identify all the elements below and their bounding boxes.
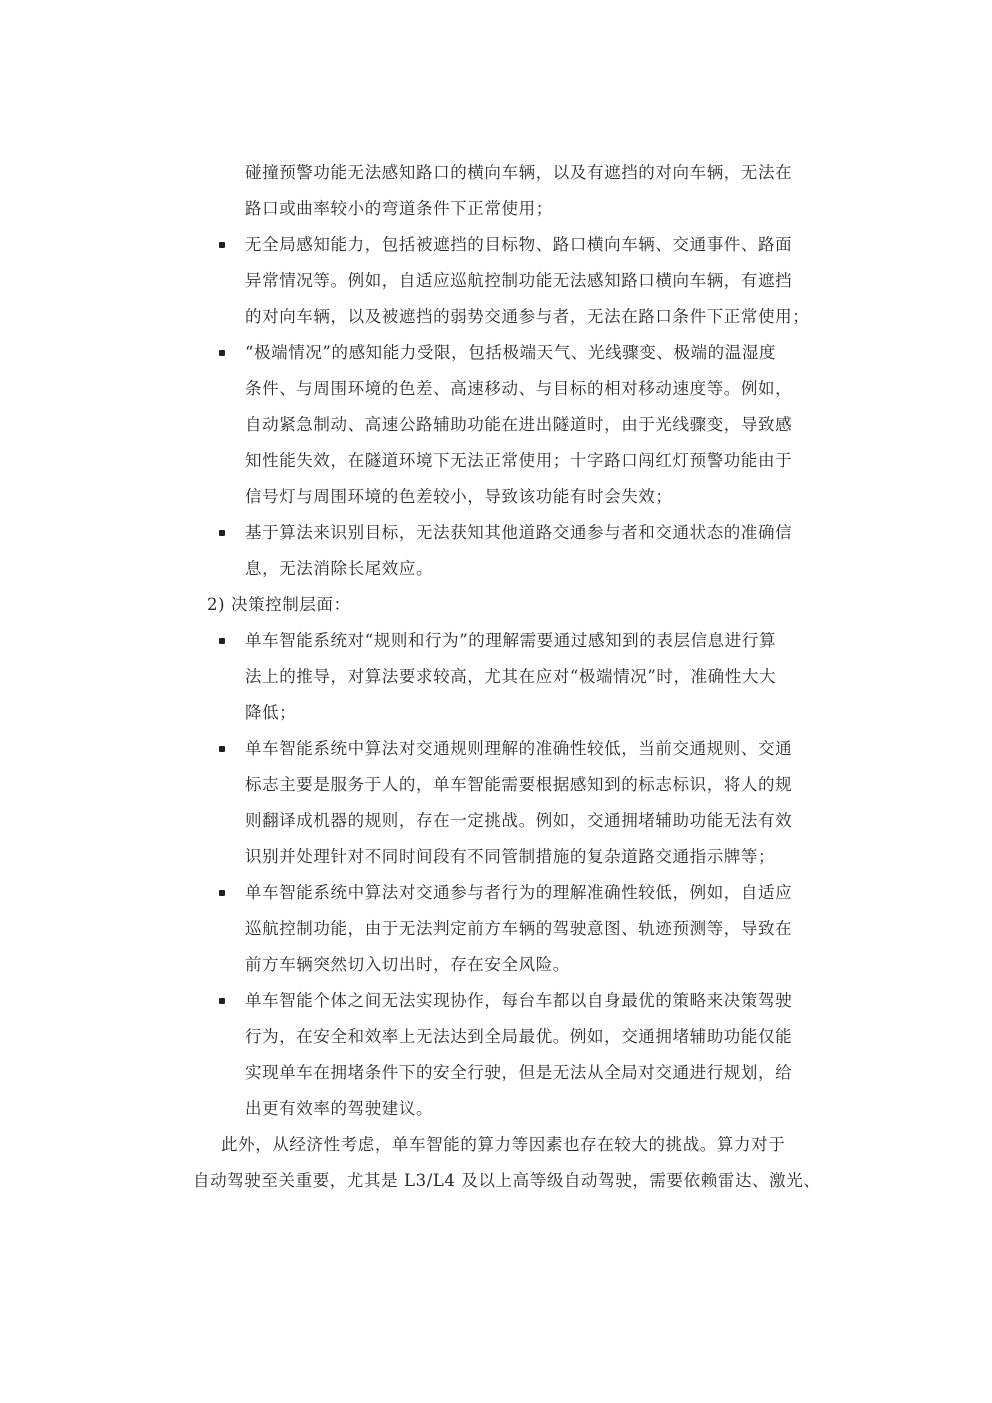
bullet-line: 前方车辆突然切入切出时，存在安全风险。 bbox=[245, 955, 570, 974]
bullet-line: 识别并处理针对不同时间段有不同管制措施的复杂道路交通指示牌等； bbox=[245, 847, 776, 866]
bullet-icon bbox=[219, 530, 225, 536]
bullet-line: 单车智能个体之间无法实现协作，每台车都以自身最优的策略来决策驾驶 bbox=[245, 991, 793, 1010]
continuation-line: 碰撞预警功能无法感知路口的横向车辆，以及有遮挡的对向车辆，无法在 bbox=[245, 163, 793, 182]
paragraph-line: 此外，从经济性考虑，单车智能的算力等因素也存在较大的挑战。算力对于 bbox=[221, 1135, 786, 1154]
bullet-line: 异常情况等。例如，自适应巡航控制功能无法感知路口横向车辆，有遮挡 bbox=[245, 271, 793, 290]
bullet-icon bbox=[219, 998, 225, 1004]
bullet-line: 标志主要是服务于人的，单车智能需要根据感知到的标志标识，将人的规 bbox=[245, 775, 793, 794]
paragraph-line: 自动驾驶至关重要，尤其是 L3/L4 及以上高等级自动驾驶，需要依赖雷达、激光、 bbox=[193, 1171, 821, 1190]
bullet-line: 条件、与周围环境的色差、高速移动、与目标的相对移动速度等。例如， bbox=[245, 379, 793, 398]
continuation-line: 路口或曲率较小的弯道条件下正常使用； bbox=[245, 199, 553, 218]
bullet-line: 单车智能系统中算法对交通参与者行为的理解准确性较低，例如，自适应 bbox=[245, 883, 793, 902]
bullet-line: 法上的推导，对算法要求较高，尤其在应对“极端情况”时，准确性大大 bbox=[245, 667, 777, 686]
bullet-line: 单车智能系统中算法对交通规则理解的准确性较低，当前交通规则、交通 bbox=[245, 739, 793, 758]
bullet-icon bbox=[219, 242, 225, 248]
bullet-icon bbox=[219, 746, 225, 752]
bullet-line: 的对向车辆，以及被遮挡的弱势交通参与者，无法在路口条件下正常使用； bbox=[245, 307, 810, 326]
bullet-line: 信号灯与周围环境的色差较小，导致该功能有时会失效； bbox=[245, 487, 673, 506]
bullet-line: 基于算法来识别目标，无法获知其他道路交通参与者和交通状态的准确信 bbox=[245, 523, 793, 542]
bullet-line: 息，无法消除长尾效应。 bbox=[245, 559, 434, 578]
bullet-line: 自动紧急制动、高速公路辅助功能在进出隧道时，由于光线骤变，导致感 bbox=[245, 415, 793, 434]
bullet-line: 实现单车在拥堵条件下的安全行驶，但是无法从全局对交通进行规划，给 bbox=[245, 1063, 793, 1082]
bullet-line: 出更有效率的驾驶建议。 bbox=[245, 1099, 434, 1118]
section-heading: 2) 决策控制层面： bbox=[207, 595, 351, 614]
bullet-icon bbox=[219, 638, 225, 644]
bullet-line: “极端情况”的感知能力受限，包括极端天气、光线骤变、极端的温湿度 bbox=[245, 343, 777, 362]
bullet-line: 降低； bbox=[245, 703, 297, 722]
bullet-line: 无全局感知能力，包括被遮挡的目标物、路口横向车辆、交通事件、路面 bbox=[245, 235, 793, 254]
bullet-line: 单车智能系统对“规则和行为”的理解需要通过感知到的表层信息进行算 bbox=[245, 631, 777, 650]
bullet-icon bbox=[219, 890, 225, 896]
bullet-icon bbox=[219, 350, 225, 356]
bullet-line: 行为，在安全和效率上无法达到全局最优。例如，交通拥堵辅助功能仅能 bbox=[245, 1027, 793, 1046]
bullet-line: 知性能失效，在隧道环境下无法正常使用；十字路口闯红灯预警功能由于 bbox=[245, 451, 793, 470]
bullet-line: 巡航控制功能，由于无法判定前方车辆的驾驶意图、轨迹预测等，导致在 bbox=[245, 919, 793, 938]
bullet-line: 则翻译成机器的规则，存在一定挑战。例如，交通拥堵辅助功能无法有效 bbox=[245, 811, 793, 830]
